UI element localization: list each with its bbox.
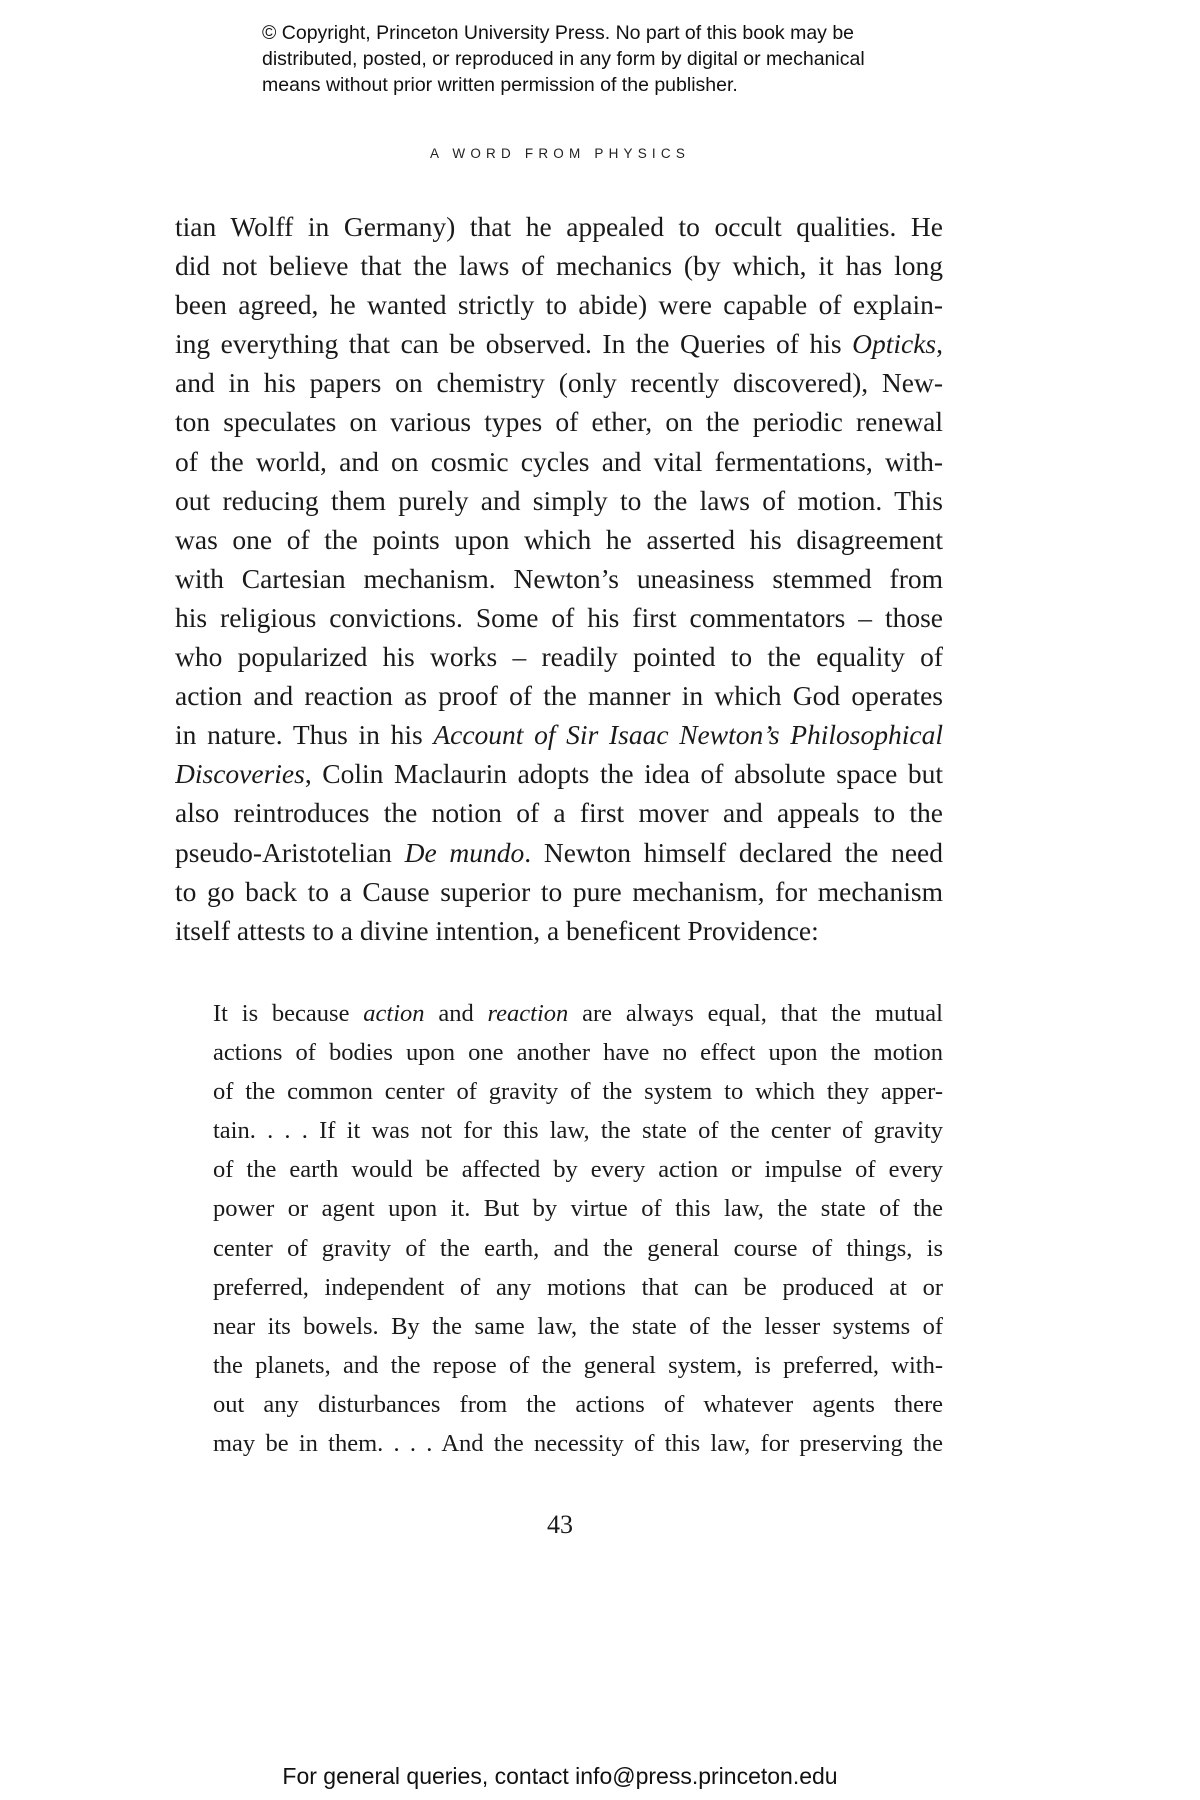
footer-contact: For general queries, contact info@press.princeton.edu [282, 1763, 838, 1789]
text-line: in nature. Thus in his Account of Sir Isaac Newton’s Philosophical [175, 719, 943, 751]
text-line: also reintroduces the notion of a first mover and appeals to the [175, 797, 943, 829]
text-line: tian Wolff in Germany) that he appealed to occult qualities. He [175, 211, 943, 242]
text-line: ton speculates on various types of ether, on the periodic renewal [175, 406, 943, 438]
text-line: may be in them. . . . And the necessity of this law, for preserving the [213, 1430, 943, 1458]
italic-title: De mundo [404, 836, 525, 868]
text-line: near its bowels. By the same law, the state of the lesser systems of [213, 1312, 943, 1340]
italic-title: Discoveries [175, 758, 305, 790]
text-line: of the earth would be affected by every action or impulse of every [213, 1156, 943, 1184]
text-line: preferred, independent of any motions that can be produced at or [213, 1273, 943, 1301]
text-line: of the common center of gravity of the system to which they apper- [213, 1078, 943, 1106]
text-line: out reducing them purely and simply to the laws of motion. This [175, 484, 943, 516]
italic-title: Account of Sir Isaac Newton’s Philosophical [433, 719, 943, 751]
text-line: tain. . . . If it was not for this law, the state of the center of gravity [213, 1117, 943, 1145]
text-line: to go back to a Cause superior to pure mechanism, for mechanism [175, 875, 943, 907]
text-line: and in his papers on chemistry (only recently discovered), New- [175, 367, 943, 399]
text-line: power or agent upon it. But by virtue of this law, the state of the [213, 1195, 943, 1223]
italic-title: action [363, 1000, 425, 1027]
text-line: been agreed, he wanted strictly to abide) were capable of explain- [175, 289, 943, 321]
text-line: © Copyright, Princeton University Press. No part of this book may be [262, 22, 855, 44]
text-line: Discoveries, Colin Maclaurin adopts the idea of absolute space but [175, 758, 943, 790]
text-line: pseudo-Aristotelian De mundo. Newton himself declared the need [175, 836, 943, 868]
text-line: actions of bodies upon one another have no effect upon the motion [213, 1039, 943, 1067]
running-head: A WORD FROM PHYSICS [429, 146, 691, 161]
text-line: his religious convictions. Some of his first commentators – those [175, 601, 943, 633]
italic-title: reaction [487, 1000, 569, 1027]
text-line: distributed, posted, or reproduced in any form by digital or mechanical [262, 48, 865, 70]
text-line: itself attests to a divine intention, a beneficent Providence: [175, 914, 819, 946]
text-line: out any disturbances from the actions of whatever agents there [213, 1390, 943, 1418]
block-quote [213, 994, 943, 1463]
text-line: ing everything that can be observed. In the Queries of his Opticks, [175, 328, 943, 360]
text-line: means without prior written permission of the publisher. [262, 74, 738, 96]
text-line: action and reaction as proof of the manner in which God operates [175, 680, 943, 712]
text-line: with Cartesian mechanism. Newton’s uneasiness stemmed from [175, 562, 943, 594]
text-line: the planets, and the repose of the general system, is preferred, with- [213, 1351, 943, 1379]
text-line: center of gravity of the earth, and the general course of things, is [213, 1234, 943, 1262]
page-number: 43 [547, 1510, 573, 1539]
text-line: of the world, and on cosmic cycles and vital fermentations, with- [175, 445, 943, 477]
text-line: who popularized his works – readily pointed to the equality of [175, 641, 943, 673]
text-line: was one of the points upon which he asserted his disagreement [175, 523, 943, 555]
text-line: did not believe that the laws of mechanics (by which, it has long [175, 250, 943, 282]
italic-title: Opticks [852, 328, 937, 360]
copyright-notice [262, 20, 1022, 98]
text-line: It is because action and reaction are always equal, that the mutual [213, 1000, 943, 1027]
body-paragraph [175, 207, 943, 950]
